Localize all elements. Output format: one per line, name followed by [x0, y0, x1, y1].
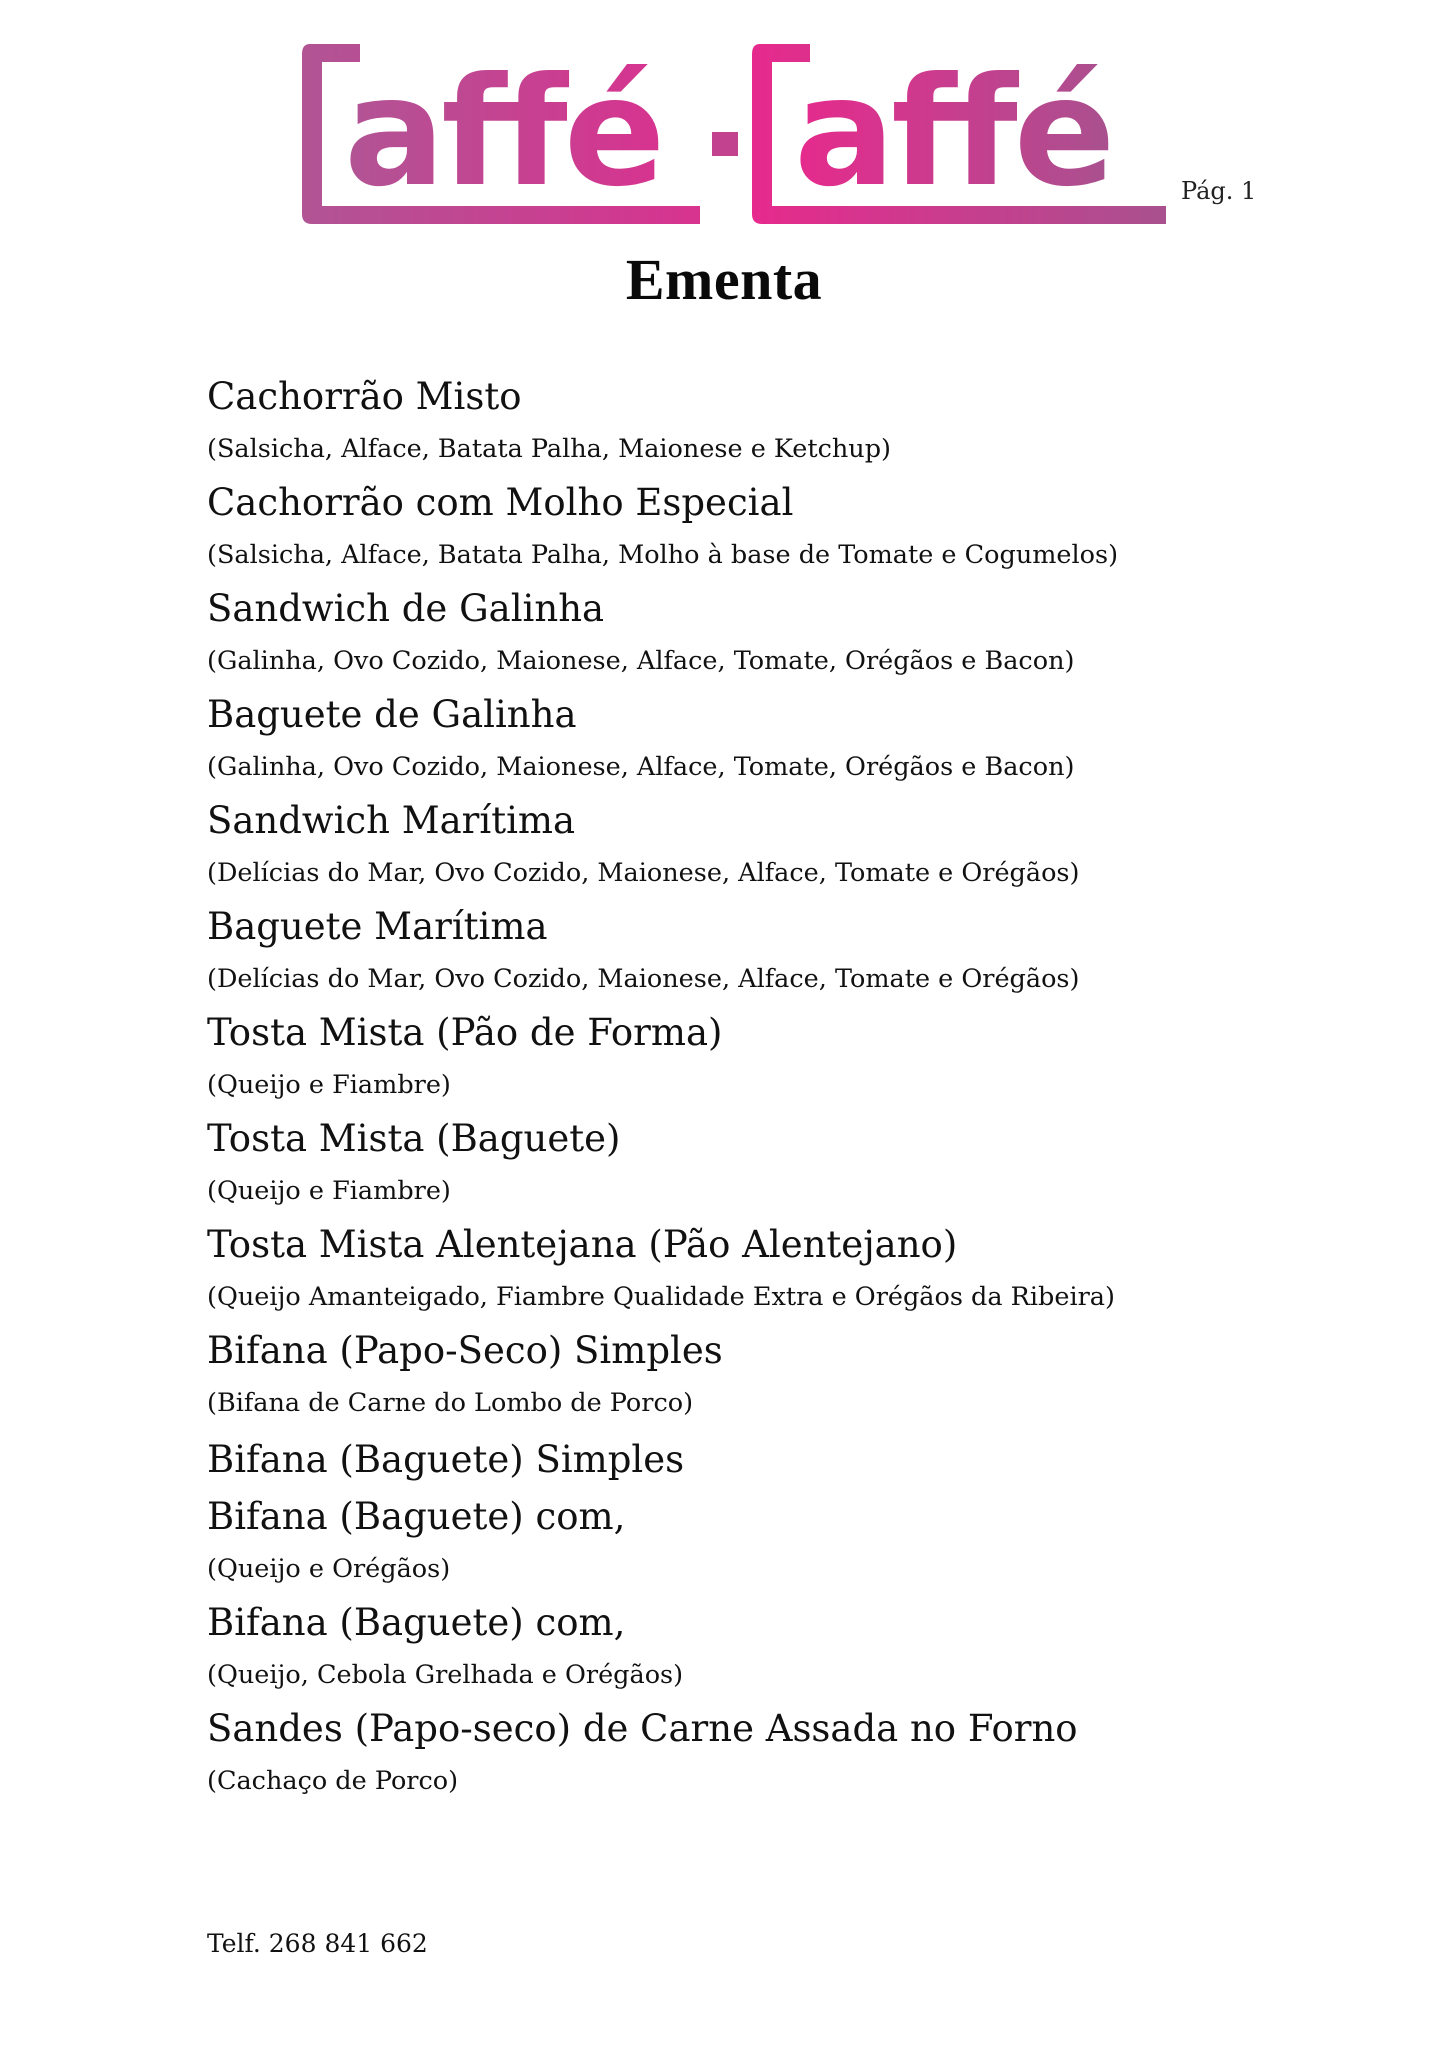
menu-item-description: (Galinha, Ovo Cozido, Maionese, Alface, Tomate, Orégãos e Bacon)	[207, 752, 1075, 782]
menu-item-name: Tosta Mista Alentejana (Pão Alentejano)	[207, 1223, 958, 1266]
menu-item	[207, 1112, 1327, 1218]
menu-item-description: (Bifana de Carne do Lombo de Porco)	[207, 1388, 694, 1418]
menu-item-name: Cachorrão com Molho Especial	[207, 481, 794, 524]
menu-item-description: (Queijo e Fiambre)	[207, 1176, 451, 1206]
menu-item-description: (Delícias do Mar, Ovo Cozido, Maionese, Alface, Tomate e Orégãos)	[207, 858, 1080, 888]
caffe-caffe-logo	[300, 36, 1180, 232]
menu-item-name: Bifana (Baguete) com,	[207, 1495, 626, 1538]
menu-item	[207, 688, 1327, 794]
svg-text:affé: affé	[794, 46, 1112, 220]
menu-item	[207, 1702, 1327, 1808]
menu-item-description: (Delícias do Mar, Ovo Cozido, Maionese, Alface, Tomate e Orégãos)	[207, 964, 1080, 994]
menu-item-description: (Queijo e Fiambre)	[207, 1070, 451, 1100]
menu-item-description: (Salsicha, Alface, Batata Palha, Maionese e Ketchup)	[207, 434, 892, 464]
menu-item-description: (Queijo, Cebola Grelhada e Orégãos)	[207, 1660, 684, 1690]
menu-item-name: Tosta Mista (Baguete)	[207, 1117, 621, 1160]
svg-text:affé: affé	[344, 46, 662, 220]
menu-item	[207, 794, 1327, 900]
menu-item	[207, 1324, 1327, 1430]
menu-item	[207, 370, 1327, 476]
menu-item-name: Sandwich de Galinha	[207, 587, 605, 630]
menu-item-name: Baguete de Galinha	[207, 693, 577, 736]
page-number: Pág. 1	[1181, 177, 1257, 205]
footer-phone-number: Telf. 268 841 662	[207, 1929, 428, 1958]
menu-item-name: Tosta Mista (Pão de Forma)	[207, 1011, 723, 1054]
menu-item-description: (Salsicha, Alface, Batata Palha, Molho à base de Tomate e Cogumelos)	[207, 540, 1119, 570]
menu-item-name: Cachorrão Misto	[207, 375, 522, 418]
menu-item	[207, 1596, 1327, 1702]
menu-item-name: Bifana (Baguete) com,	[207, 1601, 626, 1644]
page-title: Ementa	[625, 247, 823, 312]
menu-item-name: Sandwich Marítima	[207, 799, 576, 842]
menu-item-description: (Queijo Amanteigado, Fiambre Qualidade Extra e Orégãos da Ribeira)	[207, 1282, 1115, 1312]
menu-item	[207, 900, 1327, 1006]
menu-list	[207, 370, 1327, 1808]
menu-item-description: (Cachaço de Porco)	[207, 1766, 459, 1796]
menu-item	[207, 1430, 1327, 1490]
menu-item-description: (Galinha, Ovo Cozido, Maionese, Alface, Tomate, Orégãos e Bacon)	[207, 646, 1075, 676]
menu-item-description: (Queijo e Orégãos)	[207, 1554, 451, 1584]
menu-item-name: Sandes (Papo-seco) de Carne Assada no Forno	[207, 1707, 1078, 1750]
menu-item-name: Baguete Marítima	[207, 905, 548, 948]
menu-item	[207, 582, 1327, 688]
menu-item	[207, 1006, 1327, 1112]
menu-item-name: Bifana (Baguete) Simples	[207, 1438, 685, 1481]
logo-graphic	[300, 36, 1180, 232]
menu-item-name: Bifana (Papo-Seco) Simples	[207, 1329, 723, 1372]
menu-item	[207, 476, 1327, 582]
menu-item	[207, 1218, 1327, 1324]
menu-item	[207, 1490, 1327, 1596]
